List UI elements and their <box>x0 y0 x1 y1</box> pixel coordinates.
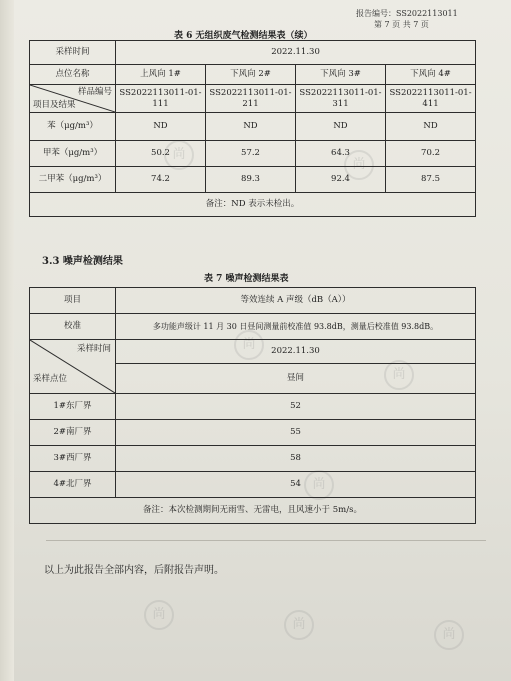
table7-value: 54 <box>116 472 476 498</box>
table6-point-name-label: 点位名称 <box>30 65 116 85</box>
watermark-seal: 尚 <box>164 140 194 170</box>
table6-item: 二甲苯（μg/m³） <box>30 167 116 193</box>
table7-caption: 表 7 噪声检测结果表 <box>204 274 289 284</box>
watermark-seal: 尚 <box>384 360 414 390</box>
table6-point-name: 上风向 1# <box>116 65 206 85</box>
watermark-seal: 尚 <box>344 150 374 180</box>
table6-sample-no: SS2022113011-01-111 <box>116 85 206 113</box>
table6-point-name: 下风向 4# <box>386 65 476 85</box>
table7-value: 58 <box>116 446 476 472</box>
table6-caption: 表 6 无组织废气检测结果表（续） <box>174 31 313 41</box>
table7-point: 1#东厂界 <box>30 394 116 420</box>
table7-calibration-label: 校准 <box>30 314 116 340</box>
table6-note: 备注：ND 表示未检出。 <box>30 193 476 217</box>
table6-point-name: 下风向 2# <box>206 65 296 85</box>
watermark-seal: 尚 <box>284 610 314 640</box>
table6-sampling-date: 2022.11.30 <box>116 41 476 65</box>
table6-value: 64.3 <box>296 141 386 167</box>
table6-value: 70.2 <box>386 141 476 167</box>
table7-period: 昼间 <box>116 364 476 394</box>
page-divider <box>46 540 486 541</box>
table6-value: 74.2 <box>116 167 206 193</box>
table6 <box>29 40 476 217</box>
table6-sample-no-label: 样品编号 <box>77 87 112 97</box>
table7-item-value: 等效连续 A 声级（dB（A）） <box>116 288 476 314</box>
table6-sample-no: SS2022113011-01-211 <box>206 85 296 113</box>
table6-item: 甲苯（μg/m³） <box>30 141 116 167</box>
watermark-seal: 尚 <box>434 620 464 650</box>
table6-header-diagonal-cell <box>30 85 116 113</box>
adjacent-page-edge <box>0 0 15 681</box>
table6-value: 92.4 <box>296 167 386 193</box>
table7-calibration-value: 多功能声级计 11 月 30 日昼间测量前校准值 93.8dB，测量后校准值 93.8dB。 <box>116 314 476 340</box>
table6-item: 苯（μg/m³） <box>30 113 116 141</box>
table7-date: 2022.11.30 <box>116 340 476 364</box>
table6-item-result-label: 项目及结果 <box>33 100 76 110</box>
table7-sampling-time-label: 采样时间 <box>76 344 111 354</box>
table6-value: ND <box>116 113 206 141</box>
table6-value: 89.3 <box>206 167 296 193</box>
table6-value: ND <box>296 113 386 141</box>
report-page <box>14 0 511 681</box>
table7 <box>29 287 476 524</box>
table6-value: 57.2 <box>206 141 296 167</box>
table7-value: 55 <box>116 420 476 446</box>
watermark-seal: 尚 <box>234 330 264 360</box>
table7-note: 备注：本次检测期间无雨雪、无雷电，且风速小于 5m/s。 <box>30 498 476 524</box>
closing-statement: 以上为此报告全部内容，后附报告声明。 <box>44 565 224 576</box>
table6-value: 87.5 <box>386 167 476 193</box>
table7-point: 2#南厂界 <box>30 420 116 446</box>
table7-sampling-point-label: 采样点位 <box>33 374 68 384</box>
page-number: 第 7 页 共 7 页 <box>374 20 429 29</box>
table6-sample-no: SS2022113011-01-411 <box>386 85 476 113</box>
table7-point: 4#北厂界 <box>30 472 116 498</box>
table6-value: ND <box>206 113 296 141</box>
table6-value: ND <box>386 113 476 141</box>
table7-item-label: 项目 <box>30 288 116 314</box>
watermark-seal: 尚 <box>144 600 174 630</box>
table7-header-diagonal-cell <box>30 340 116 394</box>
section-title: 3.3 噪声检测结果 <box>42 256 123 267</box>
table6-value: 50.2 <box>116 141 206 167</box>
table6-sample-no: SS2022113011-01-311 <box>296 85 386 113</box>
table6-point-name: 下风向 3# <box>296 65 386 85</box>
report-number: 报告编号：SS2022113011 <box>356 9 458 18</box>
table6-sampling-time-label: 采样时间 <box>30 41 116 65</box>
table7-value: 52 <box>116 394 476 420</box>
table7-point: 3#西厂界 <box>30 446 116 472</box>
watermark-seal: 尚 <box>304 470 334 500</box>
